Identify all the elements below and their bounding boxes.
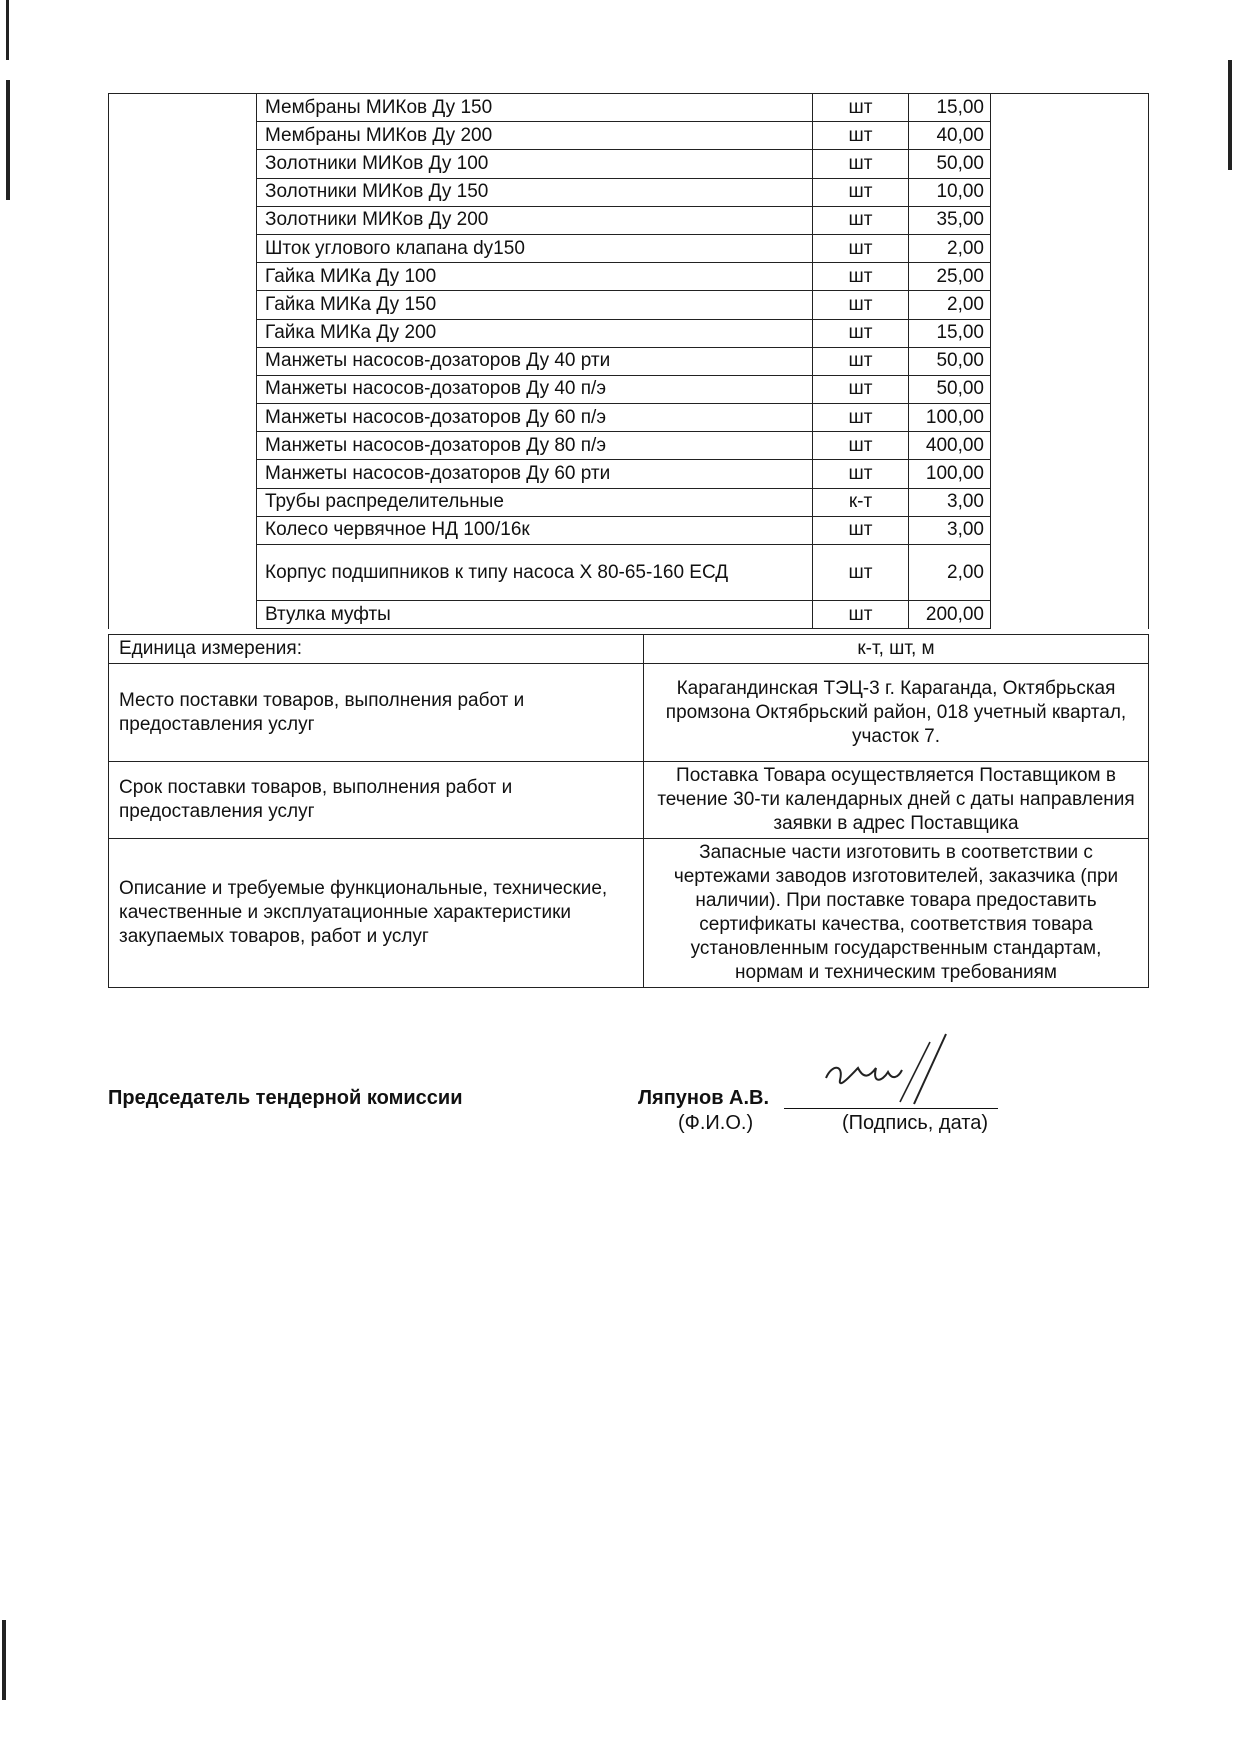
scan-edge-mark — [6, 80, 10, 200]
item-tail-cell — [991, 234, 1149, 262]
items-table — [108, 93, 1149, 629]
item-tail-cell — [991, 347, 1149, 375]
description-row — [109, 839, 1149, 988]
item-unit: шт — [813, 291, 909, 319]
item-row — [109, 432, 1149, 460]
item-tail-cell — [991, 516, 1149, 544]
item-unit: шт — [813, 545, 909, 601]
item-quantity: 10,00 — [909, 178, 991, 206]
item-row — [109, 516, 1149, 544]
signature-date-caption: (Подпись, дата) — [842, 1112, 988, 1134]
item-name: Гайка МИКа Ду 150 — [257, 291, 813, 319]
item-tail-cell — [991, 488, 1149, 516]
item-tail-cell — [991, 375, 1149, 403]
item-lead-cell — [109, 150, 257, 178]
item-quantity: 100,00 — [909, 460, 991, 488]
item-tail-cell — [991, 122, 1149, 150]
item-unit: шт — [813, 432, 909, 460]
item-tail-cell — [991, 94, 1149, 122]
item-lead-cell — [109, 488, 257, 516]
handwritten-signature — [818, 1030, 958, 1110]
item-row — [109, 94, 1149, 122]
commission-chair-title: Председатель тендерной комиссии — [108, 1087, 463, 1109]
item-quantity: 50,00 — [909, 150, 991, 178]
item-unit: шт — [813, 347, 909, 375]
item-unit: шт — [813, 460, 909, 488]
item-quantity: 40,00 — [909, 122, 991, 150]
item-unit: шт — [813, 375, 909, 403]
item-tail-cell — [991, 319, 1149, 347]
item-quantity: 3,00 — [909, 516, 991, 544]
item-lead-cell — [109, 206, 257, 234]
item-quantity: 200,00 — [909, 601, 991, 629]
item-unit: шт — [813, 94, 909, 122]
item-row — [109, 375, 1149, 403]
item-lead-cell — [109, 291, 257, 319]
item-lead-cell — [109, 404, 257, 432]
chair-name: Ляпунов А.В. — [638, 1087, 770, 1109]
item-row — [109, 122, 1149, 150]
place-row — [109, 664, 1149, 762]
item-unit: шт — [813, 206, 909, 234]
item-tail-cell — [991, 291, 1149, 319]
term-value: Поставка Товара осуществляется Поставщиком в течение 30-ти календарных дней с даты направления заявки в адрес Поставщика — [644, 762, 1149, 839]
item-lead-cell — [109, 432, 257, 460]
scan-edge-mark — [1228, 60, 1232, 170]
item-lead-cell — [109, 460, 257, 488]
item-row — [109, 319, 1149, 347]
item-quantity: 25,00 — [909, 263, 991, 291]
item-tail-cell — [991, 150, 1149, 178]
item-name: Золотники МИКов Ду 150 — [257, 178, 813, 206]
item-name: Манжеты насосов-дозаторов Ду 60 рти — [257, 460, 813, 488]
item-row — [109, 404, 1149, 432]
item-row — [109, 206, 1149, 234]
item-unit: шт — [813, 122, 909, 150]
item-unit: шт — [813, 319, 909, 347]
item-unit: шт — [813, 234, 909, 262]
term-row — [109, 762, 1149, 839]
item-unit: к-т — [813, 488, 909, 516]
item-row — [109, 488, 1149, 516]
place-label: Место поставки товаров, выполнения работ и предоставления услуг — [109, 664, 644, 762]
item-row — [109, 460, 1149, 488]
item-name: Манжеты насосов-дозаторов Ду 40 п/э — [257, 375, 813, 403]
item-lead-cell — [109, 375, 257, 403]
item-row — [109, 234, 1149, 262]
scan-edge-mark — [6, 0, 9, 60]
item-unit: шт — [813, 516, 909, 544]
item-quantity: 3,00 — [909, 488, 991, 516]
item-row — [109, 150, 1149, 178]
item-unit: шт — [813, 601, 909, 629]
item-lead-cell — [109, 234, 257, 262]
item-tail-cell — [991, 545, 1149, 601]
item-row — [109, 347, 1149, 375]
item-unit: шт — [813, 178, 909, 206]
item-name: Трубы распределительные — [257, 488, 813, 516]
item-tail-cell — [991, 432, 1149, 460]
item-lead-cell — [109, 263, 257, 291]
item-name: Гайка МИКа Ду 200 — [257, 319, 813, 347]
item-tail-cell — [991, 460, 1149, 488]
term-label: Срок поставки товаров, выполнения работ и предоставления услуг — [109, 762, 644, 839]
item-quantity: 50,00 — [909, 375, 991, 403]
item-quantity: 2,00 — [909, 234, 991, 262]
item-name: Манжеты насосов-дозаторов Ду 80 п/э — [257, 432, 813, 460]
item-tail-cell — [991, 263, 1149, 291]
item-name: Колесо червячное НД 100/16к — [257, 516, 813, 544]
item-name: Втулка муфты — [257, 601, 813, 629]
item-name: Мембраны МИКов Ду 200 — [257, 122, 813, 150]
item-lead-cell — [109, 545, 257, 601]
item-tail-cell — [991, 206, 1149, 234]
item-name: Манжеты насосов-дозаторов Ду 60 п/э — [257, 404, 813, 432]
scan-edge-mark — [2, 1620, 6, 1700]
item-lead-cell — [109, 516, 257, 544]
procurement-info-table — [108, 634, 1149, 988]
fio-caption: (Ф.И.О.) — [678, 1112, 754, 1134]
item-unit: шт — [813, 263, 909, 291]
item-lead-cell — [109, 94, 257, 122]
unit-row — [109, 635, 1149, 664]
item-name: Шток углового клапана dy150 — [257, 234, 813, 262]
item-name: Золотники МИКов Ду 200 — [257, 206, 813, 234]
item-lead-cell — [109, 319, 257, 347]
item-unit: шт — [813, 404, 909, 432]
item-unit: шт — [813, 150, 909, 178]
item-name: Мембраны МИКов Ду 150 — [257, 94, 813, 122]
item-lead-cell — [109, 178, 257, 206]
item-name: Гайка МИКа Ду 100 — [257, 263, 813, 291]
place-value: Карагандинская ТЭЦ-3 г. Караганда, Октябрьская промзона Октябрьский район, 018 учетный квартал, участок 7. — [644, 664, 1149, 762]
item-quantity: 15,00 — [909, 319, 991, 347]
unit-label: Единица измерения: — [109, 635, 644, 664]
unit-value: к-т, шт, м — [644, 635, 1149, 664]
description-value: Запасные части изготовить в соответствии с чертежами заводов изготовителей, заказчика (при наличии). При поставке товара предоставить сертификаты качества, соответствия товара установленным государственным стандартам, нормам и техническим требованиям — [644, 839, 1149, 988]
item-tail-cell — [991, 601, 1149, 629]
item-quantity: 35,00 — [909, 206, 991, 234]
item-row — [109, 601, 1149, 629]
item-tail-cell — [991, 178, 1149, 206]
item-lead-cell — [109, 601, 257, 629]
item-quantity: 15,00 — [909, 94, 991, 122]
item-quantity: 100,00 — [909, 404, 991, 432]
item-lead-cell — [109, 122, 257, 150]
item-row — [109, 291, 1149, 319]
description-label: Описание и требуемые функциональные, технические, качественные и эксплуатационные характеристики закупаемых товаров, работ и услуг — [109, 839, 644, 988]
item-name: Золотники МИКов Ду 100 — [257, 150, 813, 178]
item-tail-cell — [991, 404, 1149, 432]
item-name: Корпус подшипников к типу насоса Х 80-65-160 ЕСД — [257, 545, 813, 601]
item-quantity: 2,00 — [909, 291, 991, 319]
item-row — [109, 545, 1149, 601]
item-row — [109, 263, 1149, 291]
item-quantity: 50,00 — [909, 347, 991, 375]
item-quantity: 400,00 — [909, 432, 991, 460]
item-lead-cell — [109, 347, 257, 375]
item-quantity: 2,00 — [909, 545, 991, 601]
item-row — [109, 178, 1149, 206]
item-name: Манжеты насосов-дозаторов Ду 40 рти — [257, 347, 813, 375]
